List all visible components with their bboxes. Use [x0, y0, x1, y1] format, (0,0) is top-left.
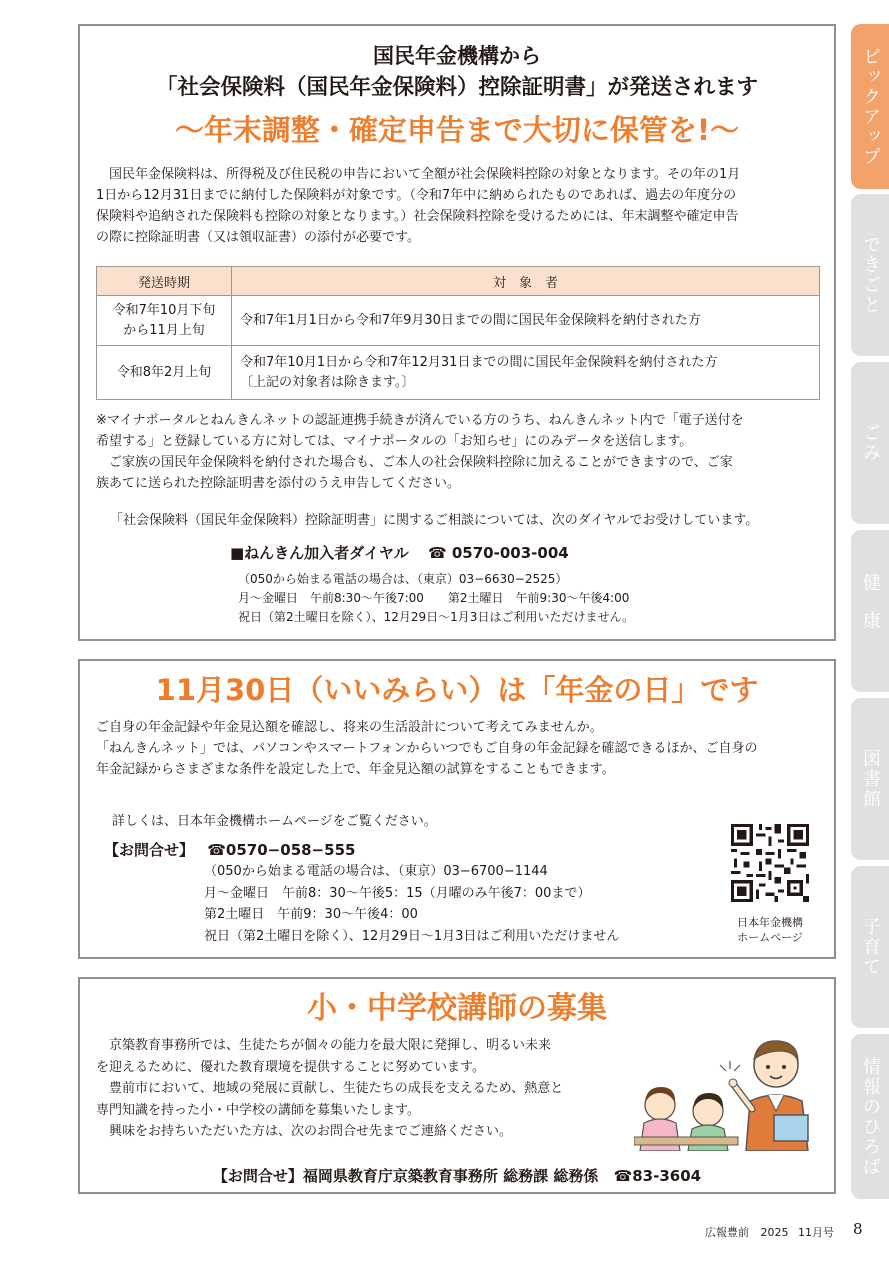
- inquiry-phone: ☎83-3604: [613, 1167, 702, 1185]
- inquiry-number: ☎0570−058−555: [207, 841, 356, 859]
- qr-caption-line: ホームページ: [737, 931, 803, 944]
- dial-hours: 月～金曜日 午前8:30～午後7:00 第2土曜日 午前9:30～午後4:00: [238, 591, 630, 605]
- dial-alt: （050から始まる電話の場合は、（東京）03−6630−2525）: [238, 572, 568, 586]
- table-header-row: [97, 267, 820, 296]
- dial-heading: [230, 542, 569, 563]
- inquiry-alt: （050から始まる電話の場合は、（東京）03−6700−1144: [204, 864, 548, 879]
- dial-name: ■ねんきん加入者ダイヤル: [230, 544, 409, 562]
- body-line: 興味をお持ちいただいた方は、次のお問合せ先までご連絡ください。: [109, 1124, 513, 1139]
- dial-details: [238, 570, 634, 627]
- qr-caption-line: 日本年金機構: [737, 916, 803, 929]
- recruitment-inquiry: [80, 1165, 834, 1186]
- note-line: ※マイナポータルとねんきんネットの認証連携手続きが済んでいる方のうち、ねんきんネット内で「電子送付を: [96, 413, 744, 428]
- table-cell-period: [97, 296, 232, 346]
- qr-caption: [716, 915, 824, 945]
- inquiry-details: [204, 861, 619, 947]
- body-line: 専門知識を持った小・中学校の講師を募集いたします。: [96, 1102, 420, 1118]
- intro-line: の際に控除証明書（又は領収証書）の添付が必要です。: [96, 230, 420, 245]
- body-line: 年金記録からさまざまな条件を設定した上で、年金見込額の試算をすることもできます。: [96, 762, 615, 777]
- intro-line: 国民年金保険料は、所得税及び住民税の申告において全額が社会保険料控除の対象となります。その年の1月: [109, 167, 741, 182]
- note-line: ご家族の国民年金保険料を納付された場合も、ご本人の社会保険料控除に加えることができますので、ご家: [109, 455, 733, 470]
- teacher-students-illustration: [634, 1029, 824, 1151]
- tab-library[interactable]: 図書館: [851, 698, 889, 860]
- tab-pickup[interactable]: ピックアップ: [851, 24, 889, 189]
- table-row: [97, 346, 820, 400]
- dial-number: ☎ 0570-003-004: [427, 544, 569, 562]
- section-title: 「社会保険料（国民年金保険料）控除証明書」が発送されます: [155, 75, 758, 100]
- section-headline: ～年末調整・確定申告まで大切に保管を!～: [174, 113, 740, 147]
- body-line: 「ねんきんネット」では、パソコンやスマートフォンからいつでもご自身の年金記録を確認できるほか、ご自身の: [96, 741, 758, 756]
- shipping-schedule-table: [96, 266, 820, 400]
- inquiry-label: 【お問合せ】: [104, 841, 195, 859]
- table-cell-period: 令和8年2月上旬: [97, 346, 232, 400]
- tab-childcare[interactable]: 子育て: [851, 866, 889, 1028]
- note-line: 希望する」と登録している方に対しては、マイナポータルの「お知らせ」にのみデータを送信します。: [96, 434, 693, 449]
- publication-year: 2025: [760, 1226, 789, 1239]
- page-number: 8: [853, 1220, 863, 1238]
- section-headline: 小・中学校講師の募集: [307, 991, 607, 1026]
- recruitment-body: [96, 1035, 636, 1143]
- inquiry-text: 【お問合せ】福岡県教育庁京築教育事務所 総務課 総務係: [212, 1167, 599, 1185]
- section-headline: 11月30日（いいみらい）は「年金の日」です: [155, 673, 759, 707]
- qr-code-icon[interactable]: [731, 824, 809, 902]
- intro-paragraph: [96, 164, 822, 248]
- body-line: 豊前市において、地域の発展に貢献し、生徒たちの成長を支えるため、熱意と: [109, 1081, 564, 1096]
- tab-health[interactable]: 健康: [851, 530, 889, 692]
- note-line: 族あてに送られた控除証明書を添付のうえ申告してください。: [96, 476, 461, 491]
- section-subtitle: 国民年金機構から: [373, 44, 541, 68]
- publication-name: 広報豊前: [705, 1226, 749, 1239]
- pension-day-section: [78, 659, 836, 959]
- inquiry-hours: 第2土曜日 午前9：30～午後4：00: [204, 907, 418, 922]
- target-line: 〔上記の対象者は除きます。〕: [240, 374, 415, 390]
- inquiry-heading: [104, 839, 355, 860]
- dial-hours: 祝日（第2土曜日を除く）、12月29日～1月3日はご利用いただけません。: [238, 610, 635, 624]
- body-line: 京築教育事務所では、生徒たちが個々の能力を最大限に発揮し、明るい未来: [109, 1038, 552, 1053]
- intro-line: 保険料や追納された保険料も控除の対象となります。）社会保険料控除を受けるためには、年末調整や確定申告: [96, 209, 739, 224]
- consult-text: 「社会保険料（国民年金保険料）控除証明書」に関するご相談については、次のダイヤルでお受けしています。: [110, 513, 759, 528]
- table-cell-target: [232, 346, 820, 400]
- table-cell-target: 令和7年1月1日から令和7年9月30日までの間に国民年金保険料を納付された方: [232, 296, 820, 346]
- table-header-target: 対 象 者: [232, 267, 820, 296]
- period-line: から11月上旬: [123, 322, 205, 338]
- body-line: を迎えるために、優れた教育環境を提供することに努めています。: [96, 1059, 485, 1075]
- footer-publication: [705, 1224, 834, 1240]
- table-header-period: 発送時期: [97, 267, 232, 296]
- teacher-recruitment-section: [78, 977, 836, 1194]
- details-text: 詳しくは、日本年金機構ホームページをご覧ください。: [112, 814, 437, 829]
- tab-garbage[interactable]: ごみ: [851, 362, 889, 524]
- inquiry-hours: 祝日（第2土曜日を除く）、12月29日～1月3日はご利用いただけません: [204, 928, 620, 944]
- publication-month: 11月号: [798, 1226, 834, 1239]
- pension-day-body: [96, 717, 822, 780]
- table-row: [97, 296, 820, 346]
- inquiry-hours: 月～金曜日 午前8：30～午後5：15（月曜のみ午後7：00まで）: [204, 885, 591, 901]
- period-line: 令和7年10月下旬: [112, 302, 216, 318]
- intro-line: 1日から12月31日までに納付した保険料が対象です。（令和7年中に納められたものであれば、過去の年度分の: [96, 188, 737, 203]
- tab-events[interactable]: できごと: [851, 194, 889, 356]
- tab-info-plaza[interactable]: 情報のひろば: [851, 1034, 889, 1199]
- pension-certificate-section: [78, 24, 836, 641]
- target-line: 令和7年10月1日から令和7年12月31日までの間に国民年金保険料を納付された方: [240, 354, 718, 370]
- notes: [96, 410, 822, 494]
- body-line: ご自身の年金記録や年金見込額を確認し、将来の生活設計について考えてみませんか。: [96, 720, 603, 735]
